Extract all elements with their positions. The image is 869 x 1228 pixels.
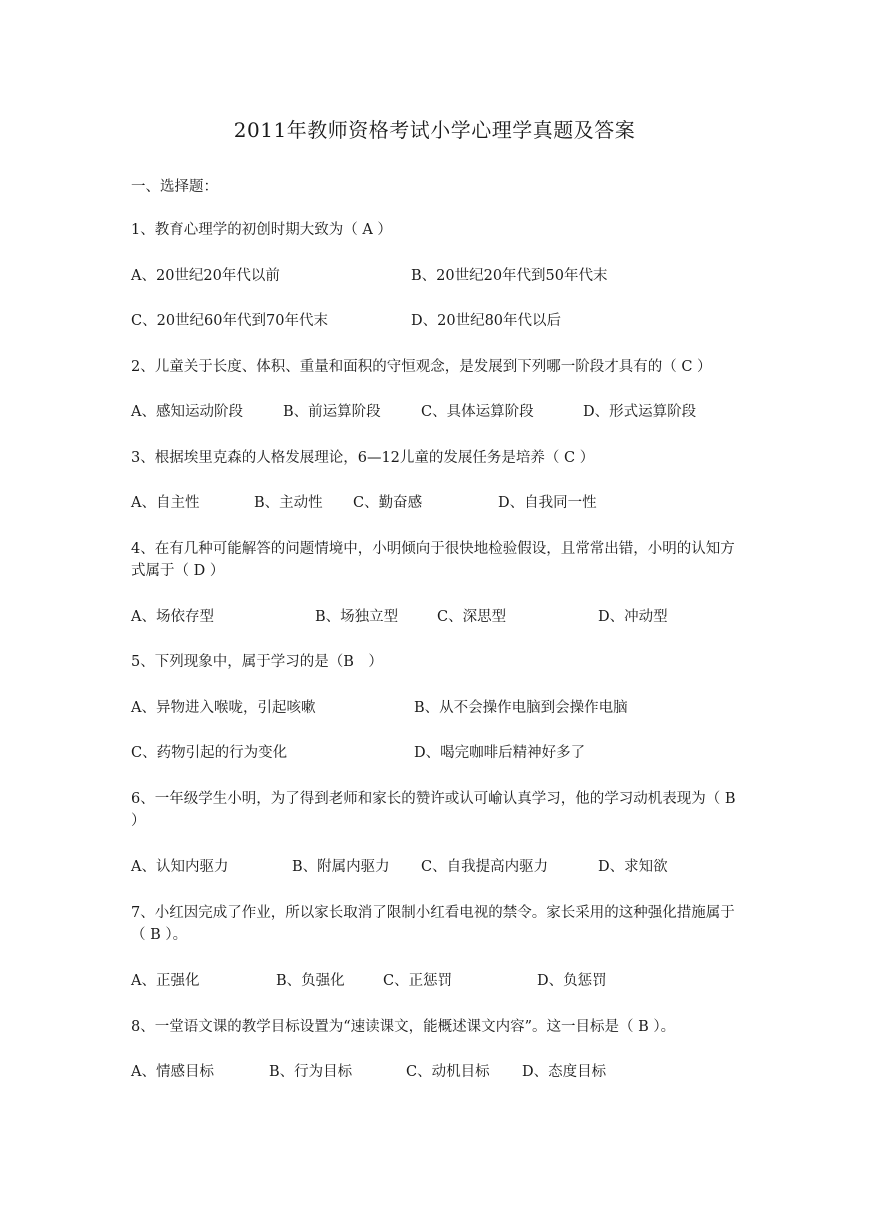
question-stem: 7、小红因完成了作业，所以家长取消了限制小红看电视的禁令。家长采用的这种强化措施属于（ B ）。: [131, 905, 735, 943]
option: C、具体运算阶段: [421, 404, 534, 420]
option: B、主动性: [254, 495, 323, 511]
option: A、异物进入喉咙，引起咳嗽: [131, 700, 316, 716]
option: B、附属内驱力: [292, 859, 390, 875]
option: B、行为目标: [269, 1064, 353, 1080]
option: C、动机目标: [406, 1064, 490, 1080]
question-stem: 8、一堂语文课的教学目标设置为“速读课文，能概述课文内容”。这一目标是（ B ）。: [131, 1019, 676, 1035]
option: C、勤奋感: [353, 495, 423, 511]
option: A、场依存型: [131, 609, 214, 625]
option: A、认知内驱力: [131, 859, 229, 875]
option: D、负惩罚: [537, 973, 607, 989]
option: B、场独立型: [315, 609, 399, 625]
option: C、自我提高内驱力: [421, 859, 549, 875]
option: D、求知欲: [598, 859, 668, 875]
option: A、20世纪20年代以前: [131, 268, 280, 284]
option: D、冲动型: [598, 609, 668, 625]
option: C、深思型: [437, 609, 507, 625]
section-heading: 一、选择题：: [131, 179, 218, 195]
option: B、20世纪20年代到50年代末: [411, 268, 608, 284]
question-stem: 2、儿童关于长度、体积、重量和面积的守恒观念，是发展到下列哪一阶段才具有的（ C ）: [131, 359, 712, 375]
option: C、药物引起的行为变化: [131, 745, 288, 761]
option: B、负强化: [276, 973, 345, 989]
document-title: 2011年教师资格考试小学心理学真题及答案: [233, 118, 636, 142]
question-stem: 3、根据埃里克森的人格发展理论，6—12儿童的发展任务是培养（ C ）: [131, 450, 595, 466]
option: A、自主性: [131, 495, 200, 511]
option: D、形式运算阶段: [583, 404, 697, 420]
option: A、情感目标: [131, 1064, 214, 1080]
option: D、自我同一性: [498, 495, 597, 511]
option: A、正强化: [131, 973, 200, 989]
option: C、20世纪60年代到70年代末: [131, 313, 328, 329]
question-stem: 4、在有几种可能解答的问题情境中，小明倾向于很快地检验假设，且常常出错，小明的认知方式属于（ D ）: [131, 541, 735, 579]
option: B、前运算阶段: [283, 404, 381, 420]
question-stem: 5、下列现象中，属于学习的是（B ）: [131, 654, 383, 670]
option: B、从不会操作电脑到会操作电脑: [414, 700, 628, 716]
option: A、感知运动阶段: [131, 404, 243, 420]
question-stem: 6、一年级学生小明，为了得到老师和家长的赞许或认可崳认真学习，他的学习动机表现为（ B ）: [131, 791, 736, 829]
option: D、态度目标: [522, 1064, 607, 1080]
question-stem: 1、教育心理学的初创时期大致为（ A ）: [131, 222, 392, 238]
option: D、喝完咖啡后精神好多了: [414, 745, 586, 761]
option: C、正惩罚: [383, 973, 453, 989]
option: D、20世纪80年代以后: [411, 313, 562, 329]
